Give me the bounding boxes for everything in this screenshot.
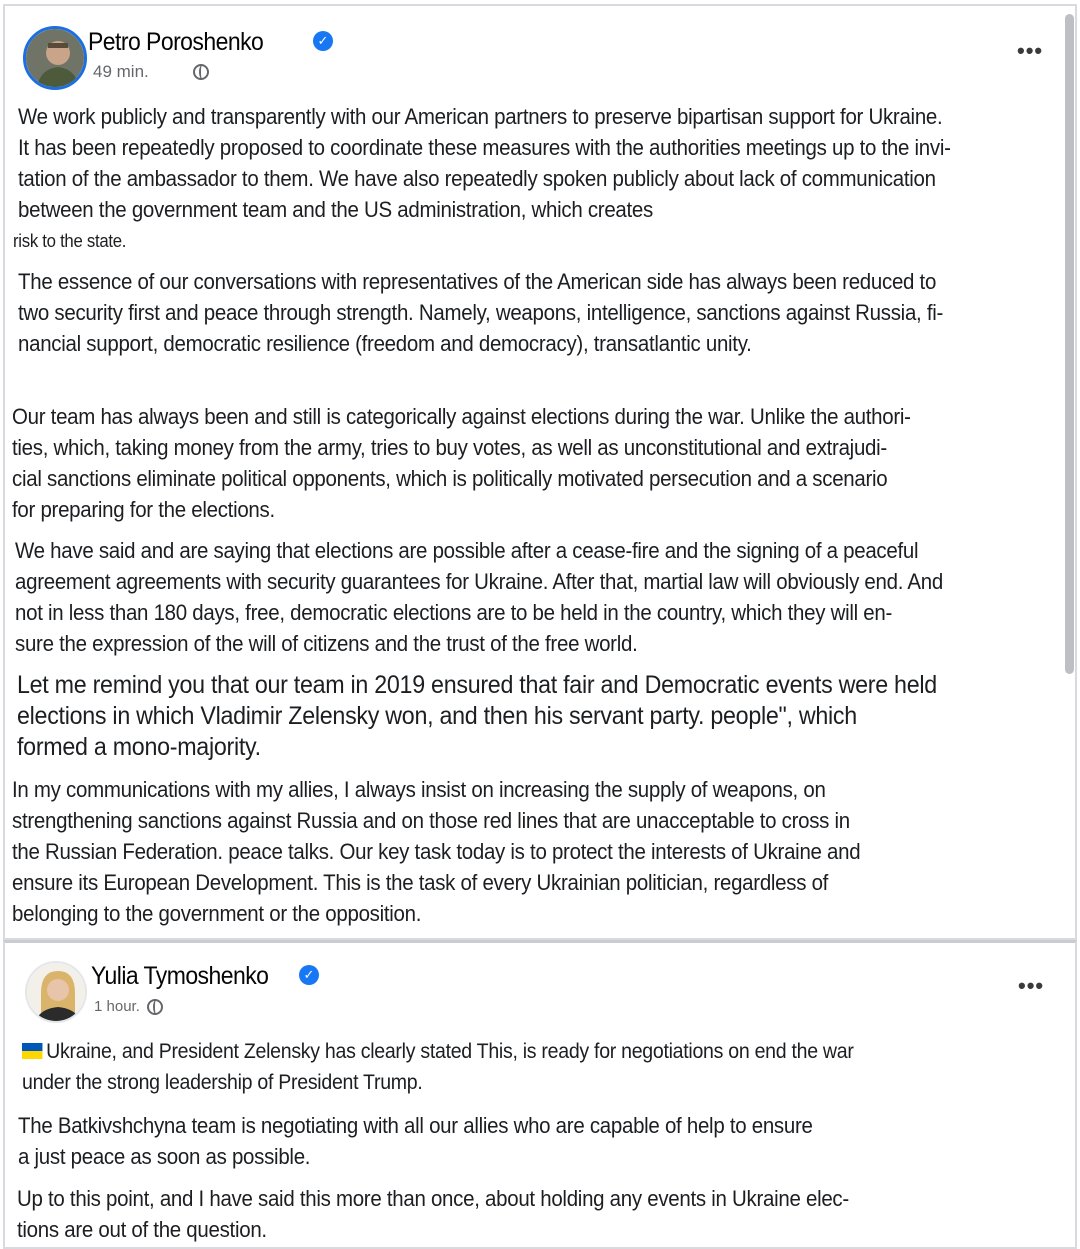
post-paragraph [18,266,943,359]
ukraine-flag-icon [22,1043,42,1059]
text-line: a just peace as soon as possible. [18,1144,311,1169]
post-paragraph [17,1183,849,1245]
text-line: Let me remind you that our team in 2019 ensured that fair and Democratic events were held [17,671,937,699]
text-line: belonging to the government or the opposition. [12,901,422,926]
text-line: The Batkivshchyna team is negotiating with all our allies who are capable of help to ensure [18,1113,813,1138]
text-line: between the government team and the US administration, which creates [18,197,653,222]
post-timestamp[interactable]: 49 min. [93,62,149,81]
text-line: nancial support, democratic resilience (freedom and democracy), transatlantic unity. [18,331,752,356]
text-fragment: Ukraine, and President Zelensky has clearly stated This, is ready for negotiations on end the war [46,1040,854,1063]
avatar[interactable] [23,26,87,90]
text-line: under the strong leadership of President Trump. [22,1071,423,1094]
text-line: Up to this point, and I have said this more than once, about holding any events in Ukraine elec- [17,1186,849,1211]
text-line: strengthening sanctions against Russia and on those red lines that are unacceptable to cross in [12,808,850,833]
scrollbar[interactable] [1065,14,1074,674]
text-line: risk to the state. [13,231,127,251]
profile-photo-icon [26,29,87,90]
text-line: The essence of our conversations with representatives of the American side has always been reduced to [18,269,937,294]
author-name[interactable]: Petro Poroshenko [88,28,264,56]
post-timestamp[interactable]: 1 hour. [94,998,140,1015]
text-line: ties, which, taking money from the army, tries to buy votes, as well as unconstitutional and extrajudi- [12,435,887,460]
post-paragraph [15,535,943,659]
verified-badge-icon: ✓ [313,31,333,51]
post-paragraph [18,1110,813,1172]
text-line: It has been repeatedly proposed to coordinate these measures with the authorities meetings up to the invi- [18,135,951,160]
text-line: We work publicly and transparently with our American partners to preserve bipartisan support for Ukraine. [18,104,943,129]
text-line: cial sanctions eliminate political opponents, which is politically motivated persecution and a scenario [12,466,888,491]
text-line: tation of the ambassador to them. We have also repeatedly spoken publicly about lack of communication [18,166,936,191]
avatar[interactable] [25,961,87,1023]
profile-photo-icon [27,963,87,1023]
post-paragraph [13,226,126,257]
text-line: formed a mono-majority. [17,733,261,761]
text-line: the Russian Federation. peace talks. Our key task today is to protect the interests of Ukraine and [12,839,861,864]
text-line: elections in which Vladimir Zelensky won, and then his servant party. people", which [17,702,857,730]
post-paragraph [18,101,951,225]
text-line [22,1036,854,1067]
globe-icon [147,999,163,1015]
text-line: Our team has always been and still is categorically against elections during the war. Unlike the authori- [12,404,911,429]
globe-icon [193,64,209,80]
post-paragraph [22,1036,854,1098]
text-line: In my communications with my allies, I always insist on increasing the supply of weapons, on [12,777,826,802]
text-line: ensure its European Development. This is the task of every Ukrainian politician, regardless of [12,870,829,895]
text-line: tions are out of the question. [17,1217,267,1242]
text-line: not in less than 180 days, free, democratic elections are to be held in the country, which they will en- [15,600,893,625]
text-line: agreement agreements with security guarantees for Ukraine. After that, martial law will obviously end. And [15,569,943,594]
post-paragraph [17,670,937,763]
author-name[interactable]: Yulia Tymoshenko [91,962,269,990]
more-options-icon[interactable]: ••• [1018,973,1045,998]
text-line: two security first and peace through strength. Namely, weapons, intelligence, sanctions against Russia, fi- [18,300,944,325]
text-line: sure the expression of the will of citizens and the trust of the free world. [15,631,638,656]
text-line: We have said and are saying that elections are possible after a cease-fire and the signing of a peaceful [15,538,919,563]
text-line: for preparing for the elections. [12,497,275,522]
more-options-icon[interactable]: ••• [1017,38,1044,63]
post-paragraph [12,774,860,929]
post-paragraph [12,401,911,525]
verified-badge-icon: ✓ [299,965,319,985]
